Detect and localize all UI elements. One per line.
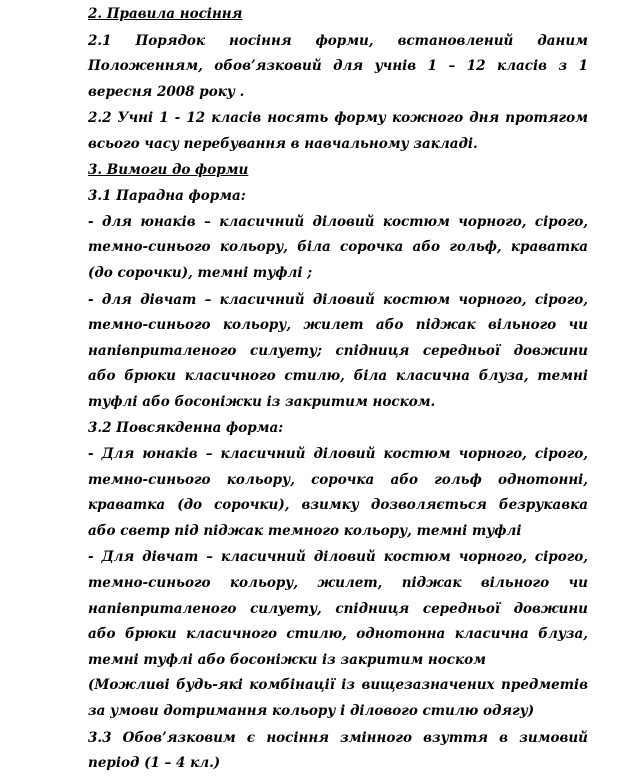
paragraph-line: 3.1 Парадна форма: xyxy=(88,188,246,205)
section-heading-rules: 2. Правила носіння xyxy=(88,6,243,22)
paragraph-line: вересня 2008 року . xyxy=(88,83,245,100)
paragraph-line: 2.2 Учні 1 - 12 класів носять форму кожного дня протягом xyxy=(88,110,588,127)
paragraph-line: період (1 – 4 кл.) xyxy=(88,755,221,772)
paragraph-line: (до сорочки), темні туфлі ; xyxy=(88,264,313,281)
paragraph-line: темні туфлі або босоніжки із закритим носком xyxy=(88,651,486,668)
paragraph-line: або брюки класичного стилю, однотонна класична блуза, xyxy=(88,626,588,643)
paragraph-line: темно-синього кольору, жилет або піджак вільного чи xyxy=(88,317,588,334)
paragraph-line: Положенням, обов’язковий для учнів 1 – 12 класів з 1 xyxy=(88,58,588,75)
paragraph-line: - для дівчат – класичний діловий костюм чорного, сірого, xyxy=(88,291,588,308)
paragraph-line: або брюки класичного стилю, біла класична блуза, темні xyxy=(88,368,588,385)
paragraph-3-1-boys xyxy=(88,210,588,287)
paragraph-2-2 xyxy=(88,106,588,157)
paragraph-line: 2.1 Порядок носіння форми, встановлений даним xyxy=(88,32,588,49)
paragraph-line: - для юнаків – класичний діловий костюм чорного, сірого, xyxy=(88,213,588,230)
document-page xyxy=(88,2,588,777)
paragraph-line: за умови дотримання кольору і ділового стилю одягу) xyxy=(88,703,535,720)
section-heading-requirements: 3. Вимоги до форми xyxy=(88,161,249,178)
paragraph-line: темно-синього кольору, біла сорочка або гольф, краватка xyxy=(88,239,588,256)
paragraph-line: (Можливі будь-які комбінації із вищезазначених предметів xyxy=(88,677,588,694)
paragraph-3-3 xyxy=(88,726,588,777)
paragraph-line: - Для юнаків – класичний діловий костюм чорного, сірого, xyxy=(88,446,588,463)
paragraph-line: напівприталеного силуету; спідниця середньої довжини xyxy=(88,342,588,359)
subheading-ceremonial-uniform xyxy=(88,184,588,210)
paragraph-3-2-girls xyxy=(88,545,588,673)
paragraph-line: краватка (до сорочки), взимку дозволяється безрукавка xyxy=(88,497,588,514)
paragraph-line: 3.2 Повсякденна форма: xyxy=(88,419,284,436)
paragraph-line: туфлі або босоніжки із закритим носком. xyxy=(88,393,436,410)
subheading-everyday-uniform xyxy=(88,416,588,442)
paragraph-line: 3.3 Обов’язковим є носіння змінного взуття в зимовий xyxy=(88,729,588,746)
paragraph-line: - Для дівчат – класичний діловий костюм чорного, сірого, xyxy=(88,549,588,566)
paragraph-3-2-boys xyxy=(88,442,588,544)
paragraph-line: темно-синього кольору, сорочка або гольф однотонні, xyxy=(88,471,588,488)
paragraph-3-1-girls xyxy=(88,288,588,416)
paragraph-2-1 xyxy=(88,29,588,106)
paragraph-3-2-note xyxy=(88,673,588,724)
paragraph-line: напівприталеного силуету, спідниця середньої довжини xyxy=(88,600,588,617)
paragraph-line: всього часу перебування в навчальному закладі. xyxy=(88,135,478,152)
paragraph-line: темно-синього кольору, жилет, піджак вільного чи xyxy=(88,575,588,592)
paragraph-line: або светр під піджак темного кольору, темні туфлі xyxy=(88,522,522,539)
